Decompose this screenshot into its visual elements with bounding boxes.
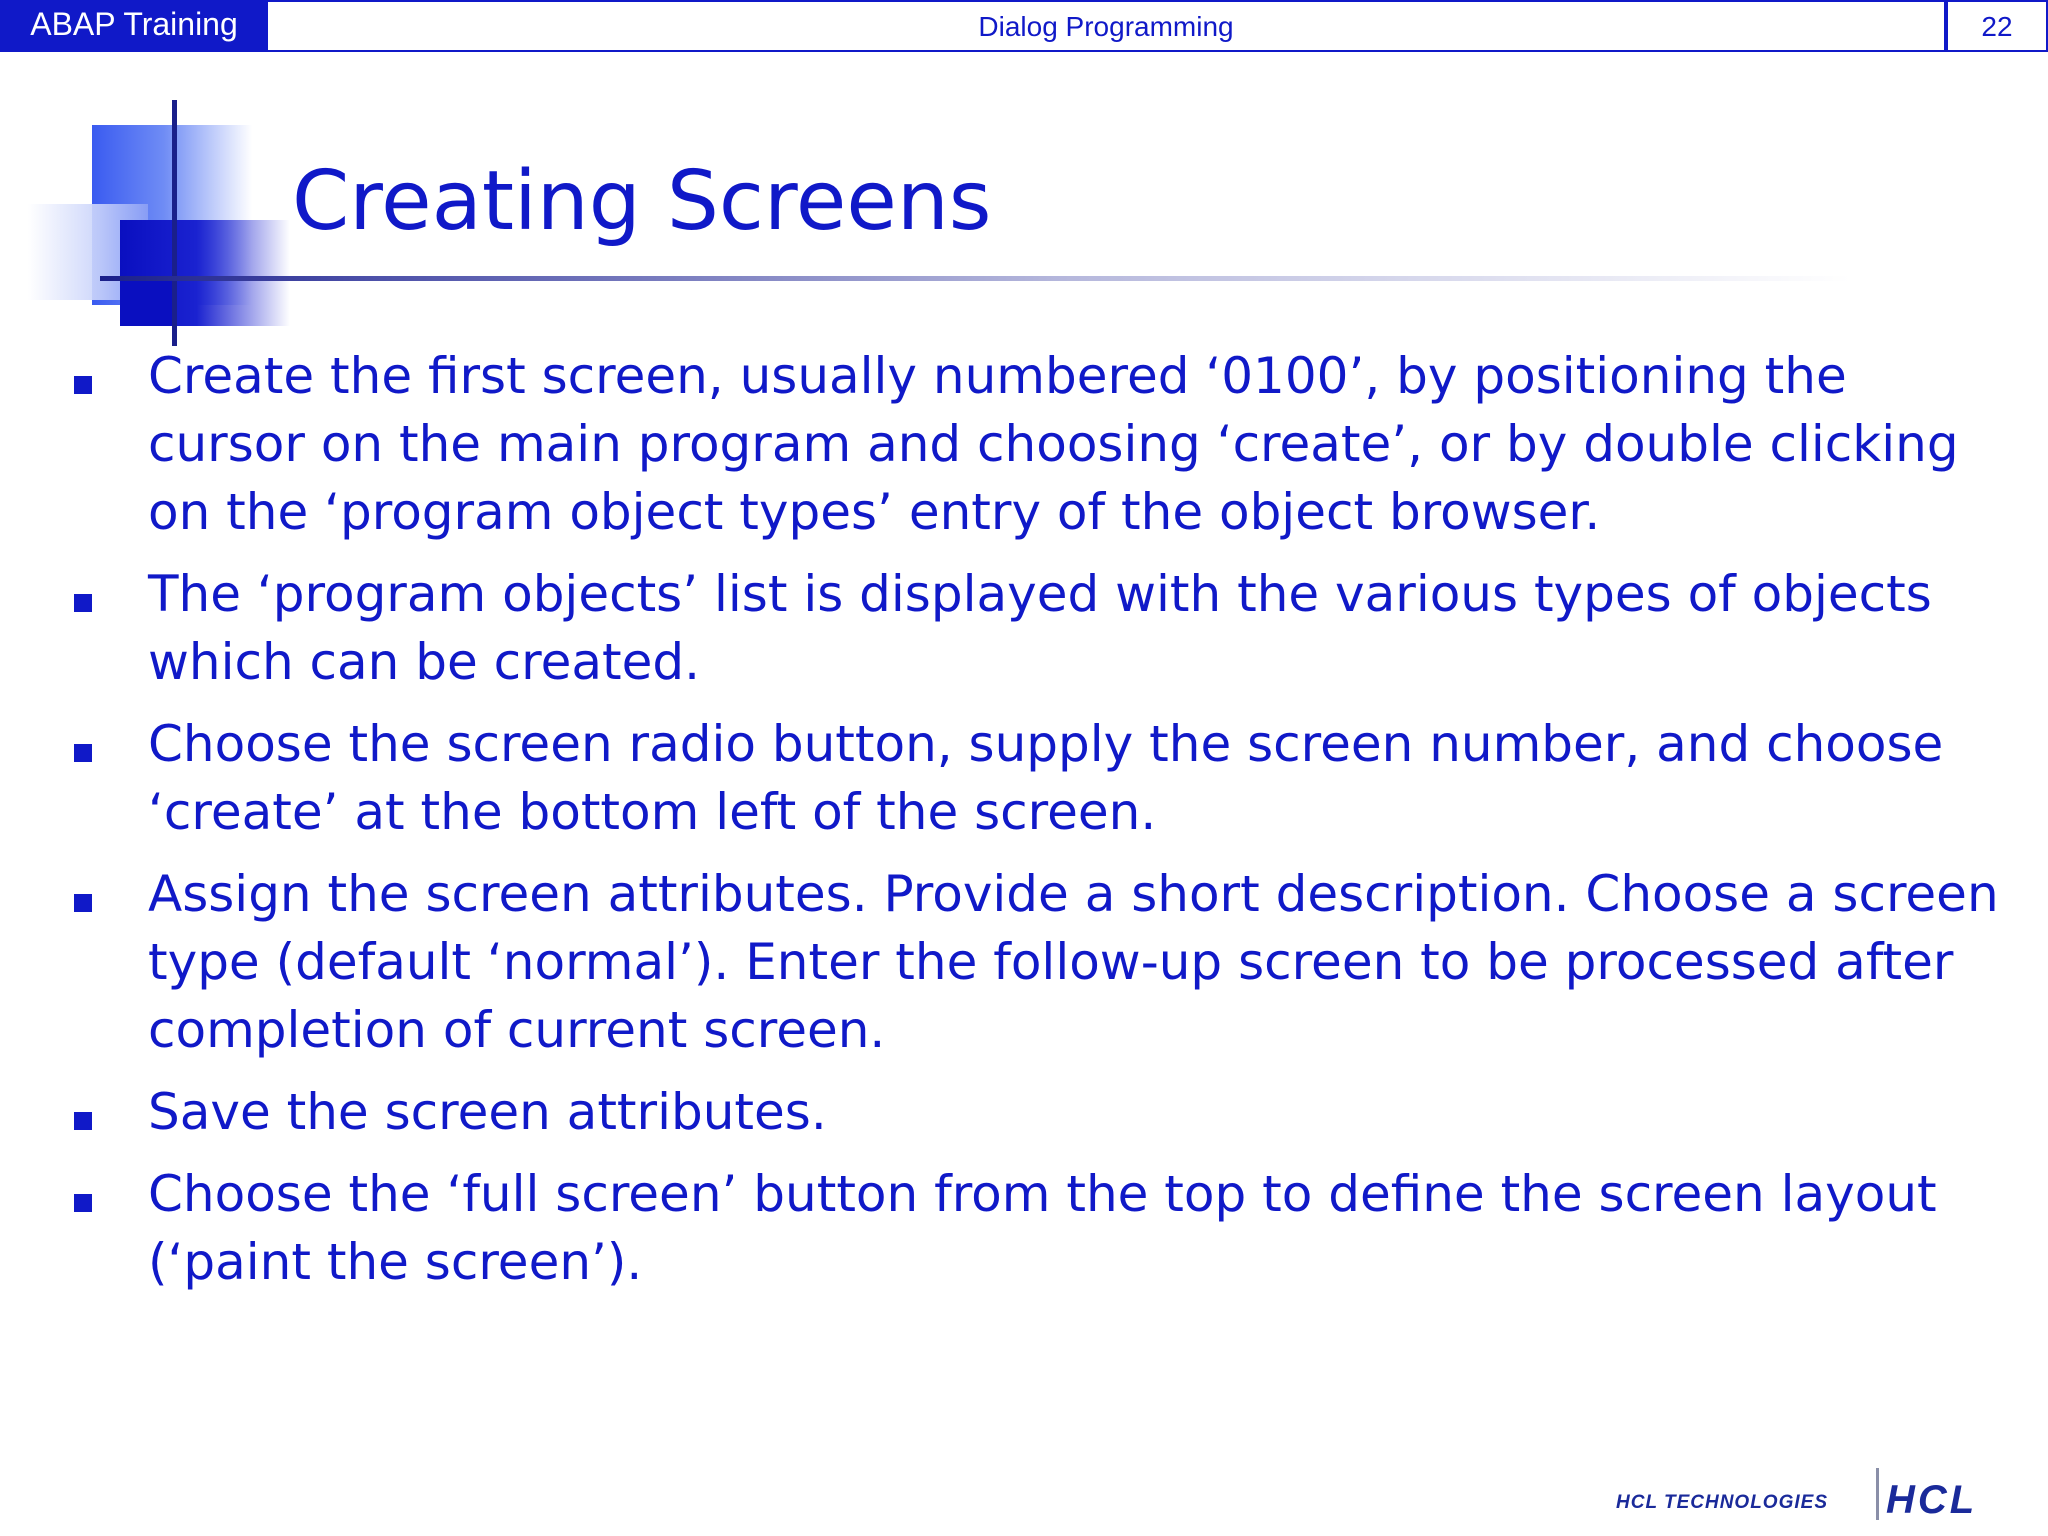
list-item: [0, 560, 2048, 696]
slide-title: Creating Screens: [292, 154, 992, 249]
page-number: 22: [1946, 0, 2048, 52]
list-item: [0, 710, 2048, 846]
list-item: [0, 860, 2048, 1064]
bullet-text: Create the first screen, usually numbered ‘0100’, by positioning the cursor on the main program and choosing ‘create’, or by double clicking on the ‘program object types’ entry of the object browser.: [148, 347, 1959, 541]
logo-mark: HCL: [1886, 1478, 1978, 1522]
bullet-text: Assign the screen attributes. Provide a short description. Choose a screen type (default ‘normal’). Enter the follow-up screen to be processed after completion of current screen.: [148, 865, 1999, 1059]
topic-label: Dialog Programming: [268, 0, 1946, 52]
square-bullet-icon: [74, 1112, 92, 1130]
square-bullet-icon: [74, 744, 92, 762]
slide-header: [0, 0, 2048, 52]
square-bullet-icon: [74, 894, 92, 912]
bullet-text: Choose the screen radio button, supply the screen number, and choose ‘create’ at the bottom left of the screen.: [148, 715, 1944, 841]
logo-divider: [1876, 1468, 1879, 1520]
bullet-text: Choose the ‘full screen’ button from the top to define the screen layout (‘paint the screen’).: [148, 1165, 1937, 1291]
square-bullet-icon: [74, 594, 92, 612]
square-bullet-icon: [74, 1194, 92, 1212]
title-decoration: [0, 90, 300, 350]
list-item: [0, 1078, 2048, 1146]
bullet-list: [0, 342, 2048, 1310]
decoration-vertical-line: [172, 100, 177, 346]
bullet-text: Save the screen attributes.: [148, 1083, 827, 1141]
decoration-dark-block: [120, 278, 176, 326]
hcl-logo: [1612, 1464, 2032, 1524]
square-bullet-icon: [74, 376, 92, 394]
bullet-text: The ‘program objects’ list is displayed with the various types of objects which can be created.: [148, 565, 1932, 691]
list-item: [0, 1160, 2048, 1296]
course-label: ABAP Training: [0, 0, 268, 52]
title-underline: [100, 276, 1850, 281]
list-item: [0, 342, 2048, 546]
logo-subtext: HCL TECHNOLOGIES: [1616, 1492, 1828, 1513]
